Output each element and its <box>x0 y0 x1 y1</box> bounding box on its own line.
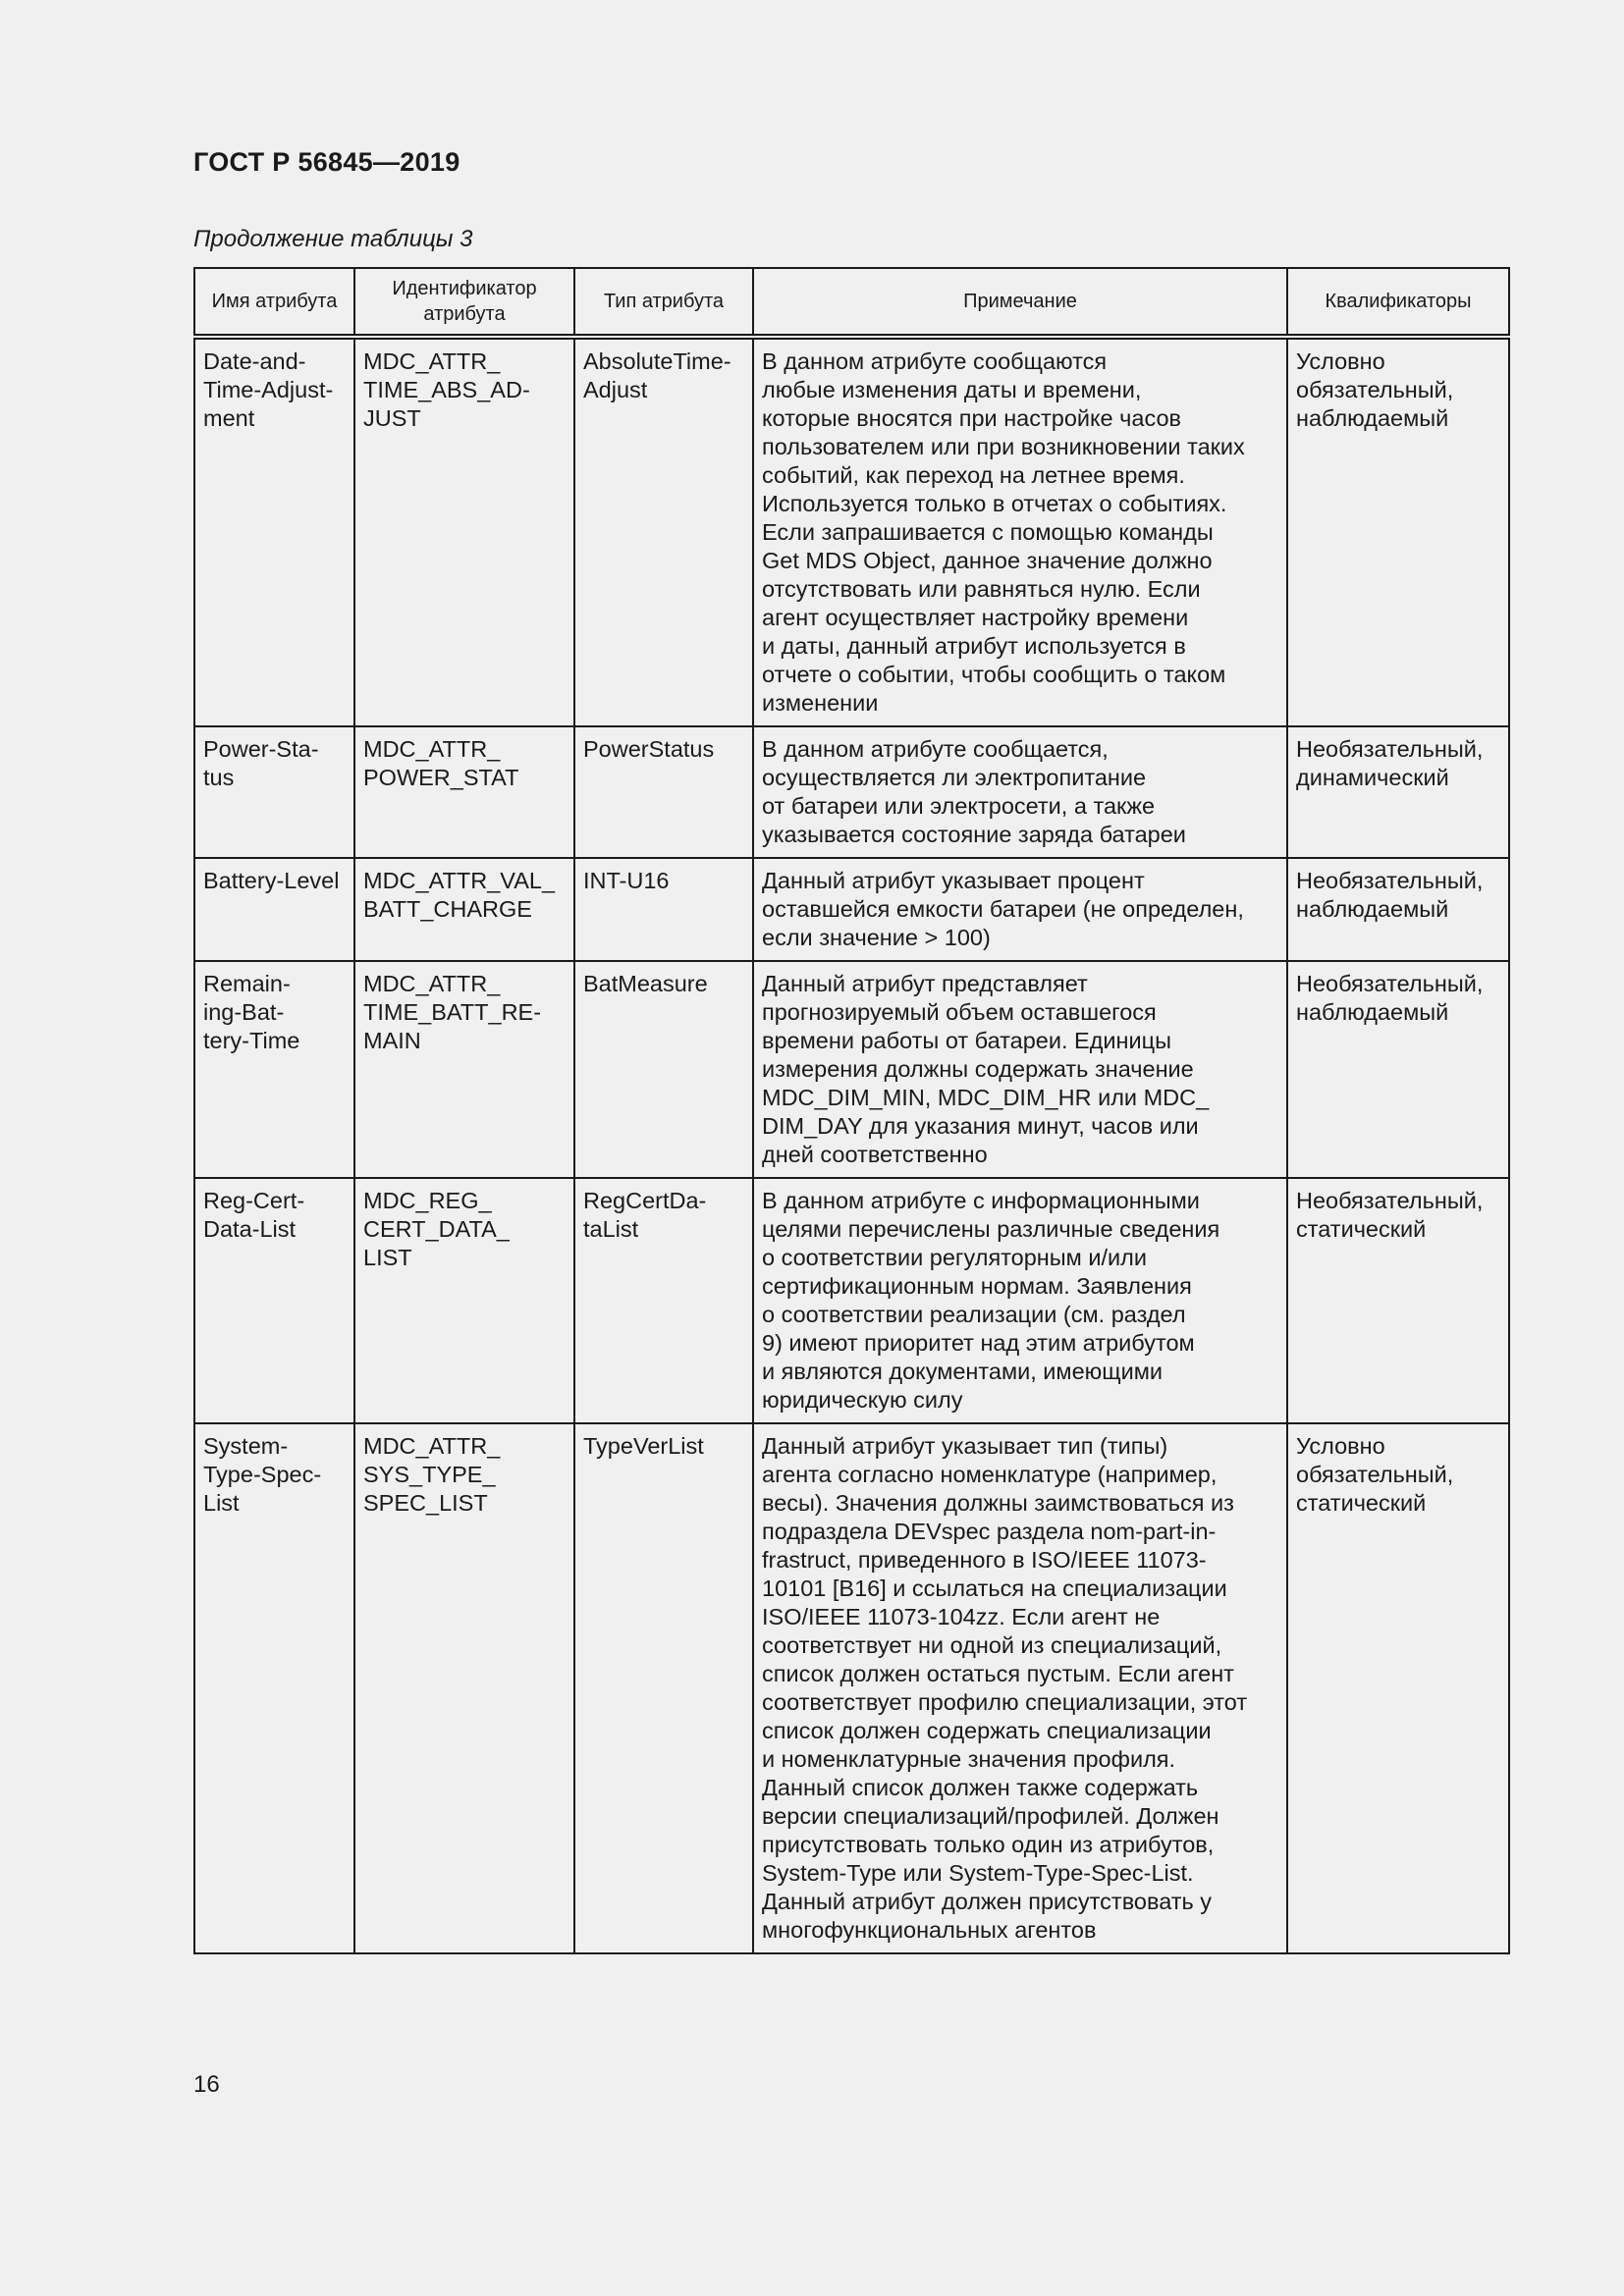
table-row <box>194 858 1509 961</box>
table-row <box>194 961 1509 1178</box>
column-header-name: Имя атрибута <box>194 268 354 337</box>
attribute-qualifiers-cell: Необязательный, статический <box>1287 1178 1509 1423</box>
attribute-id-cell: MDC_ATTR_VAL_ BATT_CHARGE <box>354 858 574 961</box>
attribute-id-cell: MDC_ATTR_ TIME_BATT_RE- MAIN <box>354 961 574 1178</box>
attribute-qualifiers-cell: Необязательный, динамический <box>1287 726 1509 858</box>
attribute-note-cell: Данный атрибут указывает тип (типы) агента согласно номенклатуре (например, весы). Значения должны заимствоваться из подраздела DEVspec раздела nom-part-in- frastruct, приведенного в ISO/IEEE 11073- 10101 [B16] и ссылаться на специализации ISO/IEEE 11073-104zz. Если агент не соответствует ни одной из специализаций, список должен остаться пустым. Если агент соответствует профилю специализации, этот список должен содержать специализации и номенклатурные значения профиля. Данный список должен также содержать версии специализаций/профилей. Должен присутствовать только один из атрибутов, System-Type или System-Type-Spec-List. Данный атрибут должен присутствовать у многофункциональных агентов <box>753 1423 1287 1953</box>
attribute-note-cell: Данный атрибут указывает процент оставшейся емкости батареи (не определен, если значение > 100) <box>753 858 1287 961</box>
attribute-type-cell: AbsoluteTime- Adjust <box>574 337 753 726</box>
attribute-type-cell: INT-U16 <box>574 858 753 961</box>
attribute-table <box>193 267 1510 1954</box>
attribute-name-cell: Date-and- Time-Adjust- ment <box>194 337 354 726</box>
attribute-note-cell: В данном атрибуте с информационными целями перечислены различные сведения о соответствии регуляторным и/или сертификационным нормам. Заявления о соответствии реализации (см. раздел 9) имеют приоритет над этим атрибутом и являются документами, имеющими юридическую силу <box>753 1178 1287 1423</box>
attribute-type-cell: RegCertDa- taList <box>574 1178 753 1423</box>
table-row <box>194 337 1509 726</box>
attribute-id-cell: MDC_REG_ CERT_DATA_ LIST <box>354 1178 574 1423</box>
attribute-note-cell: В данном атрибуте сообщается, осуществляется ли электропитание от батареи или электросети, а также указывается состояние заряда батареи <box>753 726 1287 858</box>
attribute-qualifiers-cell: Необязательный, наблюдаемый <box>1287 858 1509 961</box>
table-caption: Продолжение таблицы 3 <box>193 226 473 252</box>
attribute-qualifiers-cell: Необязательный, наблюдаемый <box>1287 961 1509 1178</box>
column-header-id: Идентификатор атрибута <box>354 268 574 337</box>
document-header: ГОСТ Р 56845—2019 <box>193 147 460 177</box>
table-row <box>194 726 1509 858</box>
attribute-name-cell: Remain- ing-Bat- tery-Time <box>194 961 354 1178</box>
attribute-type-cell: TypeVerList <box>574 1423 753 1953</box>
table-header-row <box>194 268 1509 337</box>
page-number: 16 <box>193 2071 220 2098</box>
attribute-qualifiers-cell: Условно обязательный, наблюдаемый <box>1287 337 1509 726</box>
attribute-id-cell: MDC_ATTR_ POWER_STAT <box>354 726 574 858</box>
attribute-type-cell: BatMeasure <box>574 961 753 1178</box>
attribute-name-cell: Power-Sta- tus <box>194 726 354 858</box>
attribute-type-cell: PowerStatus <box>574 726 753 858</box>
attribute-note-cell: В данном атрибуте сообщаются любые изменения даты и времени, которые вносятся при настройке часов пользователем или при возникновении таких событий, как переход на летнее время. Используется только в отчетах о событиях. Если запрашивается с помощью команды Get MDS Object, данное значение должно отсутствовать или равняться нулю. Если агент осуществляет настройку времени и даты, данный атрибут используется в отчете о событии, чтобы сообщить о таком изменении <box>753 337 1287 726</box>
table-row <box>194 1178 1509 1423</box>
attribute-id-cell: MDC_ATTR_ TIME_ABS_AD- JUST <box>354 337 574 726</box>
table-row <box>194 1423 1509 1953</box>
attribute-name-cell: Reg-Cert- Data-List <box>194 1178 354 1423</box>
attribute-id-cell: MDC_ATTR_ SYS_TYPE_ SPEC_LIST <box>354 1423 574 1953</box>
column-header-qualifiers: Квалификаторы <box>1287 268 1509 337</box>
column-header-note: Примечание <box>753 268 1287 337</box>
attribute-note-cell: Данный атрибут представляет прогнозируемый объем оставшегося времени работы от батареи. Единицы измерения должны содержать значение MDC_DIM_MIN, MDC_DIM_HR или MDC_ DIM_DAY для указания минут, часов или дней соответственно <box>753 961 1287 1178</box>
attribute-qualifiers-cell: Условно обязательный, статический <box>1287 1423 1509 1953</box>
column-header-type: Тип атрибута <box>574 268 753 337</box>
attribute-name-cell: System- Type-Spec- List <box>194 1423 354 1953</box>
attribute-name-cell: Battery-Level <box>194 858 354 961</box>
